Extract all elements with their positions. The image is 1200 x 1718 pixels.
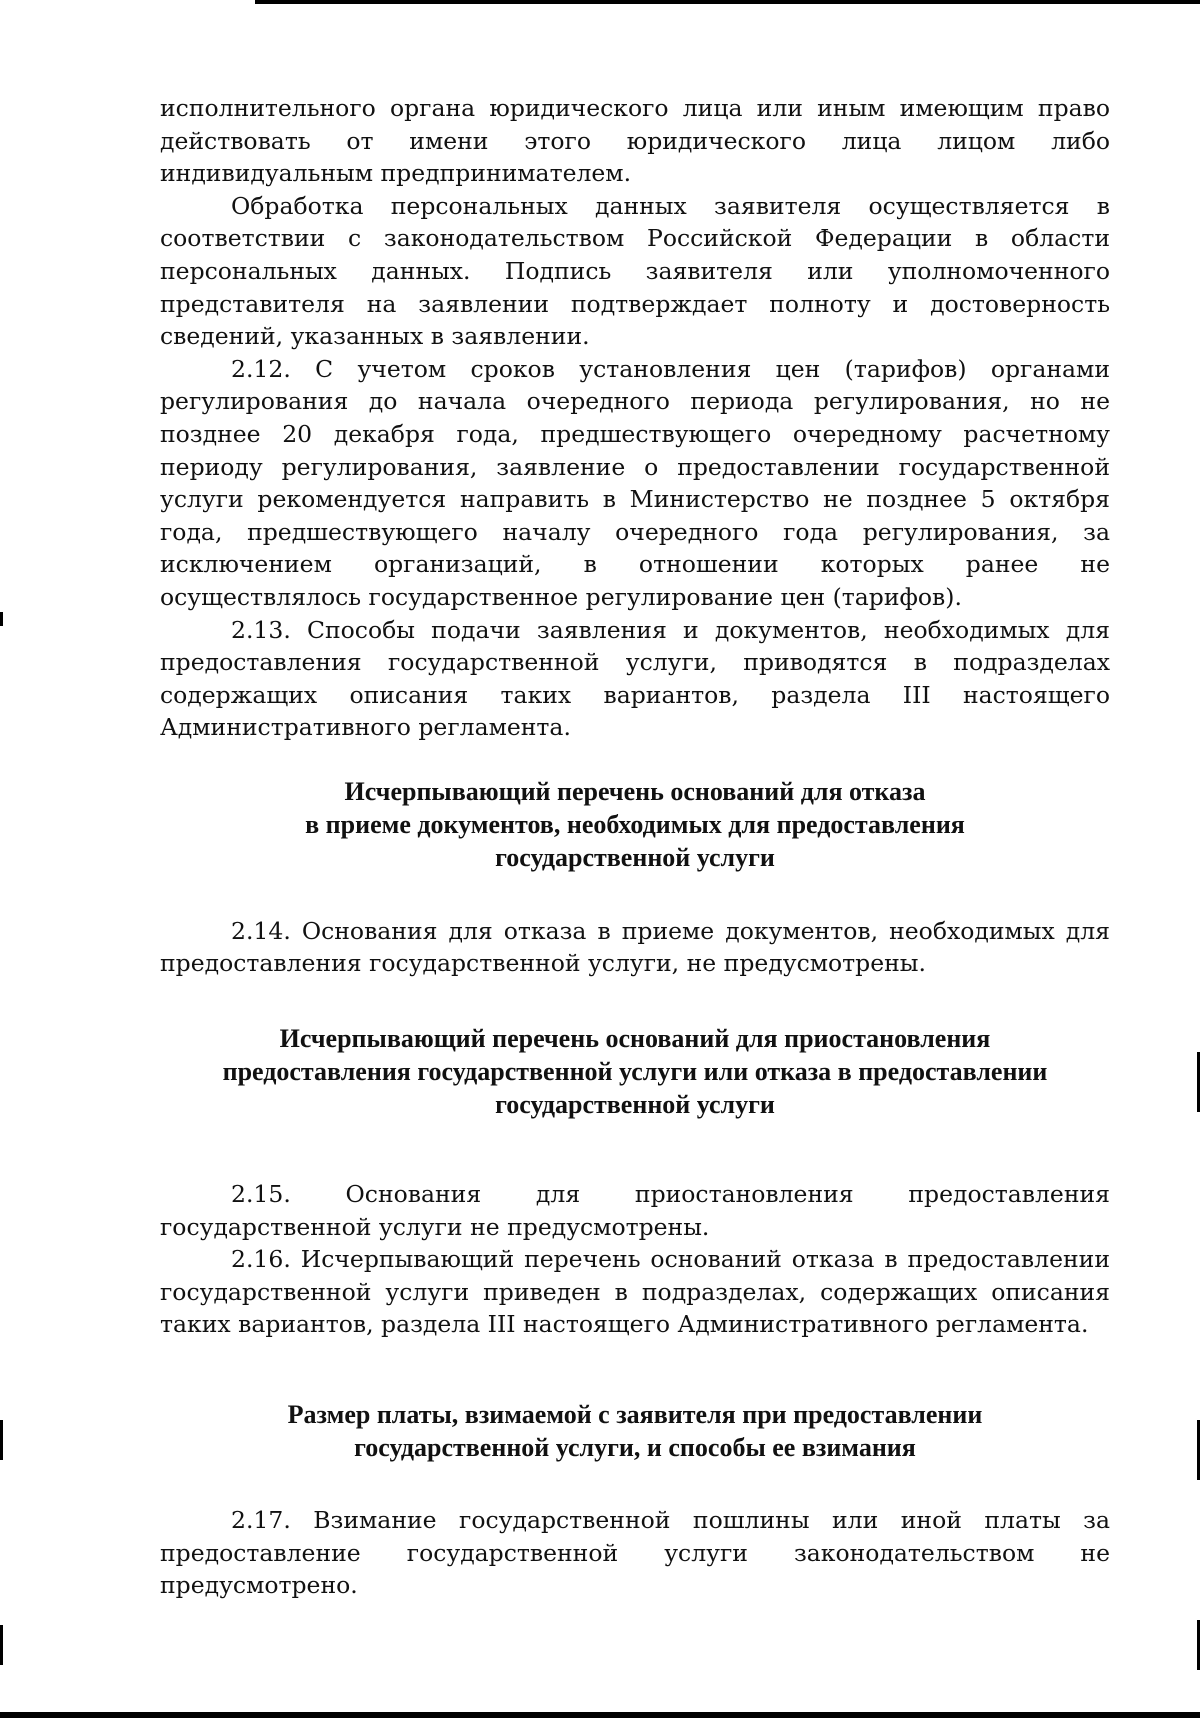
heading-line: предоставления государственной услуги или отказа в предоставлении <box>222 1057 1048 1087</box>
paragraph-2-12: 2.12. С учетом сроков установления цен (тарифов) органами регулирования до начала очередного периода регулирования, но не позднее 20 декабря года, предшествующего очередному расчетному периоду регулирования, заявление о предоставлении государственной услуги рекомендуется направить в Министерство не позднее 5 октября года, предшествующего началу очередного года регулирования, за исключением организаций, в отношении которых ранее не осуществлялось государственное регулирование цен (тарифов). <box>160 354 1110 611</box>
paragraph-2-14: 2.14. Основания для отказа в приеме документов, необходимых для предоставления государственной услуги, не предусмотрены. <box>160 916 1110 978</box>
heading-line: государственной услуги, и способы ее взимания <box>354 1433 916 1463</box>
scan-edge-top <box>255 0 1200 4</box>
heading-line: государственной услуги <box>495 842 775 872</box>
scan-edge-mark <box>0 1420 3 1460</box>
heading-line: Исчерпывающий перечень оснований для приостановления <box>279 1024 991 1054</box>
document-page <box>160 92 1110 1602</box>
heading-suspension-grounds <box>160 1022 1110 1121</box>
heading-fee <box>160 1398 1110 1464</box>
paragraph-personal-data: Обработка персональных данных заявителя осуществляется в соответствии с законодательством Российской Федерации в области персональных данных. Подпись заявителя или уполномоченного представителя на заявлении подтверждает полноту и достоверность сведений, указанных в заявлении. <box>160 191 1110 351</box>
paragraph-continuation: исполнительного органа юридического лица или иным имеющим право действовать от имени этого юридического лица лицом либо индивидуальным предпринимателем. <box>160 94 1110 188</box>
heading-line: Размер платы, взимаемой с заявителя при предоставлении <box>287 1400 983 1430</box>
heading-line: в приеме документов, необходимых для предоставления <box>305 809 965 839</box>
scan-edge-bottom <box>0 1712 1200 1718</box>
scan-edge-mark <box>0 612 3 626</box>
paragraph-2-17: 2.17. Взимание государственной пошлины или иной платы за предоставление государственной услуги законодательством не предусмотрено. <box>160 1506 1110 1600</box>
paragraph-2-13: 2.13. Способы подачи заявления и документов, необходимых для предоставления государственной услуги, приводятся в подразделах содержащих описания таких вариантов, раздела III настоящего Административного регламента. <box>160 615 1110 742</box>
scan-edge-mark <box>0 1625 3 1665</box>
heading-refusal-grounds <box>160 775 1110 874</box>
paragraph-2-15: 2.15. Основания для приостановления предоставления государственной услуги не предусмотрены. <box>160 1180 1110 1241</box>
heading-line: Исчерпывающий перечень оснований для отказа <box>344 776 926 806</box>
paragraph-2-16: 2.16. Исчерпывающий перечень оснований отказа в предоставлении государственной услуги приведен в подразделах, содержащих описания таких вариантов, раздела III настоящего Административного регламента. <box>160 1245 1110 1339</box>
heading-line: государственной услуги <box>495 1090 775 1120</box>
